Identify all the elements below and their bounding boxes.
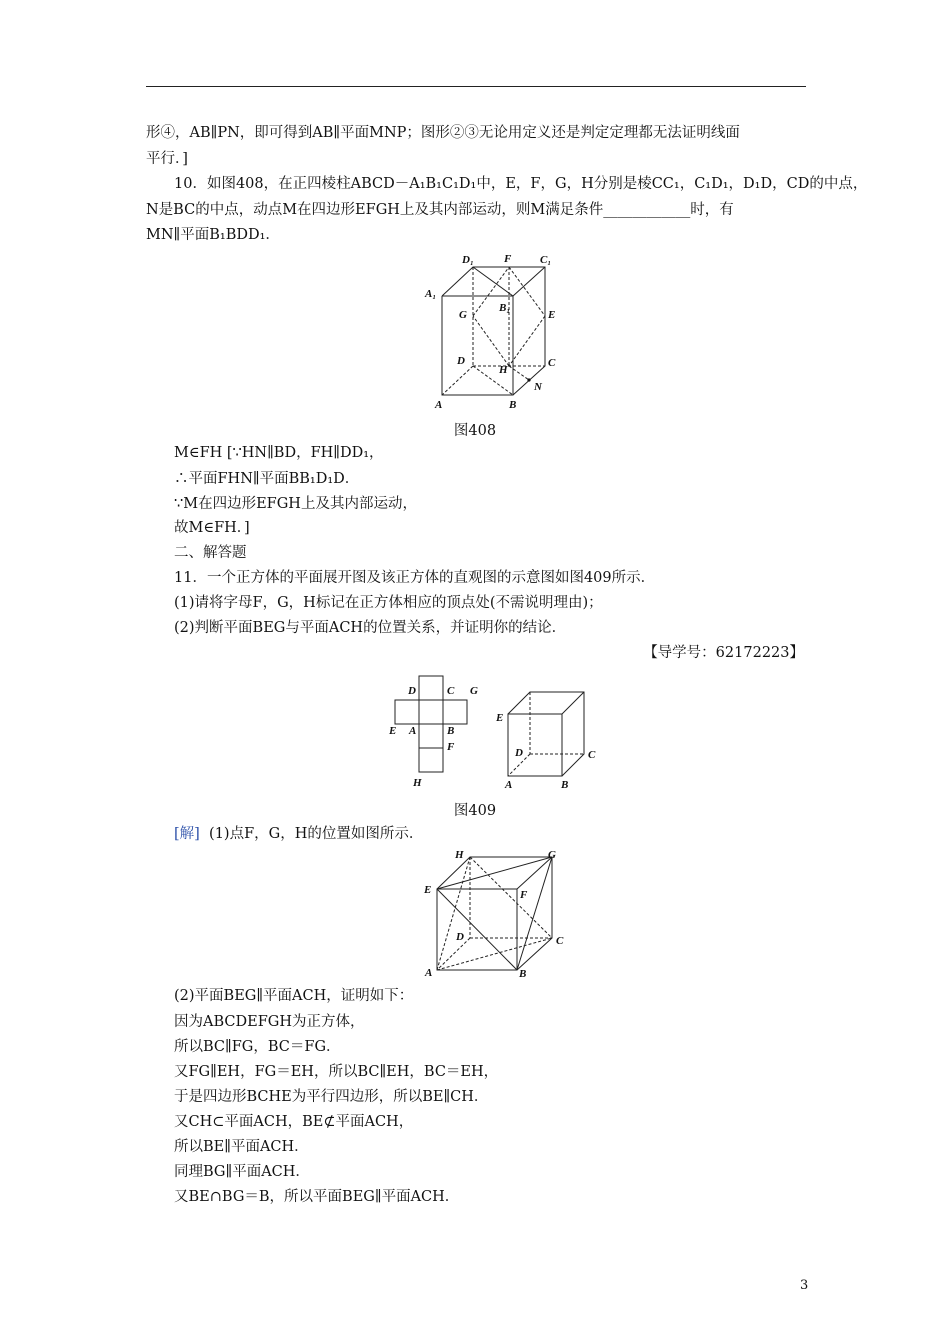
label: A — [505, 779, 513, 791]
text-line: (1)请将字母F，G，H标记在正方体相应的顶点处(不需说明理由)； — [174, 595, 603, 611]
label: E — [548, 309, 556, 321]
point-n — [527, 378, 530, 381]
text-line: 平行．] — [146, 151, 188, 167]
header-rule — [146, 86, 806, 87]
label: G — [459, 309, 467, 321]
label: D₁ — [462, 254, 474, 266]
page-number: 3 — [800, 1278, 809, 1293]
answer-line: 故M∈FH．] — [174, 520, 250, 536]
proof-line: 又FG∥EH，FG＝EH，所以BC∥EH，BC＝EH， — [174, 1064, 499, 1080]
label: C — [447, 685, 455, 697]
figure-409-net — [385, 676, 485, 792]
figure-caption: 图408 — [453, 423, 497, 439]
answer-line: ∵M在四边形EFGH上及其内部运动， — [174, 496, 417, 512]
label: E — [424, 884, 432, 896]
answer-line: M∈FH [∵HN∥BD，FH∥DD₁， — [174, 445, 384, 461]
guide-number: 【导学号：62172223】 — [643, 645, 804, 661]
label: N — [534, 381, 542, 393]
label: A — [425, 967, 433, 979]
proof-line: 所以BE∥平面ACH． — [174, 1139, 309, 1155]
proof-line: 于是四边形BCHE为平行四边形，所以BE∥CH． — [174, 1089, 489, 1105]
figure-caption: 图409 — [453, 803, 497, 819]
label: C — [548, 357, 556, 369]
solution-text: (1)点F，G，H的位置如图所示． — [209, 826, 424, 842]
text-line: N是BC的中点，动点M在四边形EFGH上及其内部运动，则M满足条件____________时，有 — [146, 202, 734, 218]
text-line: (2)判断平面BEG与平面ACH的位置关系，并证明你的结论． — [174, 620, 567, 636]
figure-solution-cube — [420, 848, 570, 978]
label: E — [496, 712, 504, 724]
label: B — [509, 399, 517, 411]
label: E — [389, 725, 397, 737]
proof-line: 又BE∩BG＝B，所以平面BEG∥平面ACH． — [174, 1189, 460, 1205]
proof-line: (2)平面BEG∥平面ACH，证明如下： — [174, 988, 414, 1004]
problem-11: 11．一个正方体的平面展开图及该正方体的直观图的示意图如图409所示． — [174, 570, 656, 586]
proof-line: 所以BC∥FG，BC＝FG． — [174, 1039, 341, 1055]
answer-line: ∴平面FHN∥平面BB₁D₁D． — [174, 471, 360, 487]
label: H — [499, 364, 508, 376]
label: A — [409, 725, 417, 737]
text-line: 形④，AB∥PN，即可得到AB∥平面MNP；图形②③无论用定义还是判定定理都无法证明线面 — [146, 125, 740, 141]
label: H — [455, 849, 464, 861]
solution-tag: [解] — [174, 826, 200, 842]
label: D — [408, 685, 416, 697]
label: D — [515, 747, 523, 759]
figure-408 — [420, 244, 570, 414]
label: A₁ — [425, 288, 437, 300]
label: C₁ — [540, 254, 552, 266]
label: F — [520, 889, 528, 901]
section-heading: 二、解答题 — [174, 545, 247, 561]
label: B — [519, 968, 527, 980]
label: H — [413, 777, 422, 789]
label: C — [588, 749, 596, 761]
problem-10: 10．如图408，在正四棱柱ABCD－A₁B₁C₁D₁中，E，F，G，H分别是棱CC₁，C₁D₁，D₁D，CD的中点， — [174, 176, 868, 192]
label: B₁ — [499, 302, 511, 314]
proof-line: 又CH⊂平面ACH，BE⊄平面ACH， — [174, 1114, 414, 1130]
label: A — [435, 399, 443, 411]
figure-409-cube — [495, 688, 605, 792]
label: B — [561, 779, 569, 791]
proof-line: 同理BG∥平面ACH． — [174, 1164, 310, 1180]
label: D — [456, 931, 464, 943]
label: C — [556, 935, 564, 947]
label: D — [457, 355, 465, 367]
label: B — [447, 725, 455, 737]
text-line: MN∥平面B₁BDD₁． — [146, 227, 280, 243]
label: G — [470, 685, 478, 697]
solution-line — [174, 824, 423, 844]
label: F — [447, 741, 455, 753]
label: G — [548, 849, 556, 861]
proof-line: 因为ABCDEFGH为正方体， — [174, 1014, 365, 1030]
label: F — [504, 253, 512, 265]
